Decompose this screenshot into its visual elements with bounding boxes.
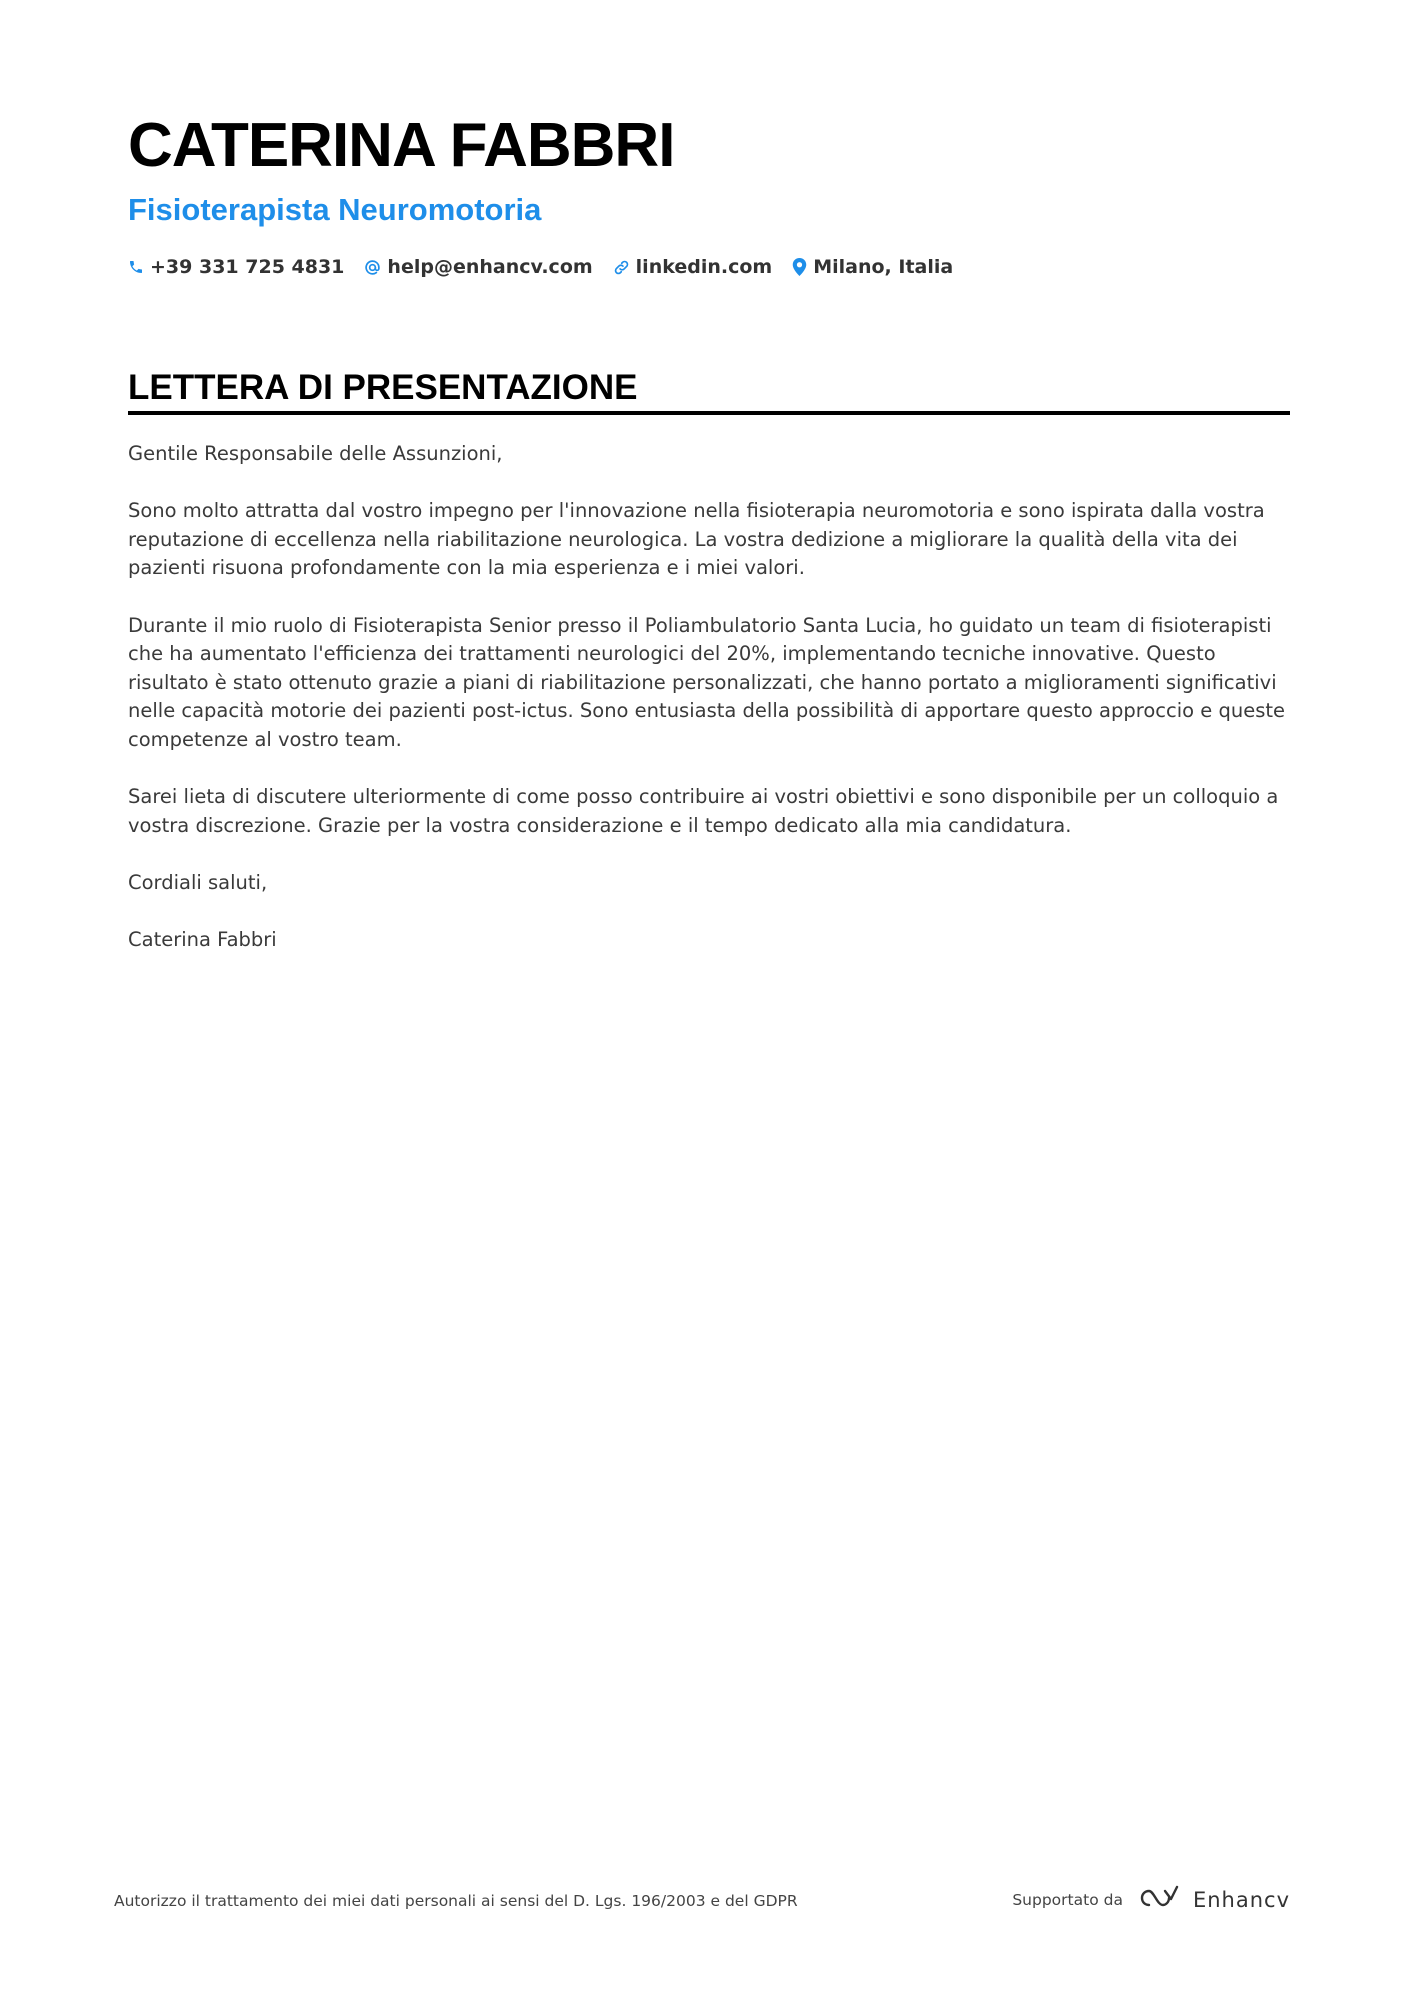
brand-name: Enhancv <box>1192 1888 1290 1912</box>
letter-greeting: Gentile Responsabile delle Assunzioni, <box>128 442 503 465</box>
phone-number: +39 331 725 4831 <box>150 256 345 278</box>
footer-branding <box>1012 1882 1290 1918</box>
enhancv-logo-icon <box>1135 1885 1181 1915</box>
link-icon <box>613 259 630 276</box>
candidate-name: CATERINA FABBRI <box>128 111 675 180</box>
letter-body <box>128 440 1298 983</box>
contact-linkedin <box>613 256 773 278</box>
contact-phone <box>128 256 344 278</box>
privacy-consent-note: Autorizzo il trattamento dei miei dati personali ai sensi del D. Lgs. 196/2003 e del GDPR <box>114 1892 798 1910</box>
at-icon <box>364 259 381 276</box>
contact-location <box>792 256 953 278</box>
section-divider <box>128 411 1290 415</box>
email-address: help@enhancv.com <box>387 256 593 278</box>
section-title: LETTERA DI PRESENTAZIONE <box>128 368 638 407</box>
letter-paragraph: Durante il mio ruolo di Fisioterapista Senior presso il Poliambulatorio Santa Lucia, ho guidato un team di fisioterapisti che ha aumentato l'efficienza dei trattamenti neurologici del 20%, implementando tecniche innovative. Questo risultato è stato ottenuto grazie a piani di riabilitazione personalizzati, che hanno portato a miglioramenti significativi nelle capacità motorie dei pazienti post-ictus. Sono entusiasta della possibilità di apportare questo approccio e queste competenze al vostro team. <box>128 613 1285 751</box>
contact-bar <box>128 252 953 282</box>
phone-icon <box>128 259 144 275</box>
candidate-title: Fisioterapista Neuromotoria <box>128 192 542 227</box>
linkedin-url: linkedin.com <box>635 256 773 278</box>
letter-paragraph: Sono molto attratta dal vostro impegno per l'innovazione nella fisioterapia neuromotoria e sono ispirata dalla vostra reputazione di eccellenza nella riabilitazione neurologica. La vostra dedizione a migliorare la qualità della vita dei pazienti risuona profondamente con la mia esperienza e i miei valori. <box>128 499 1265 580</box>
letter-paragraph: Sarei lieta di discutere ulteriormente di come posso contribuire ai vostri obiettivi e sono disponibile per un colloquio a vostra discrezione. Grazie per la vostra considerazione e il tempo dedicato alla mia candidatura. <box>128 785 1279 837</box>
location-text: Milano, Italia <box>813 256 954 278</box>
letter-signature: Caterina Fabbri <box>128 928 277 952</box>
letter-closing: Cordiali saluti, <box>128 870 268 894</box>
location-pin-icon <box>792 258 807 276</box>
powered-by-label: Supportato da <box>1012 1891 1123 1909</box>
contact-email <box>364 256 592 278</box>
